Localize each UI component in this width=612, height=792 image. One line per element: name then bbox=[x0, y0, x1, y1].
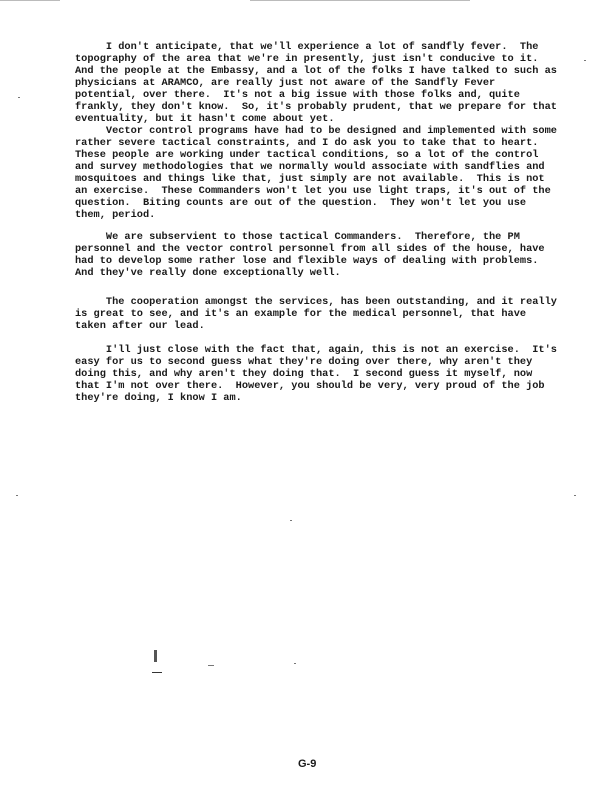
scan-speck bbox=[154, 650, 157, 662]
scan-edge-line bbox=[250, 0, 470, 1]
paragraph-closing: I'll just close with the fact that, again, this is not an exercise. It's easy for us to second guess what they're doing over there, why aren't they doing this, and why aren't they doing that. I second guess it myself, now that I'm not over there. However, you should be very, very proud of the job they're doing, I know I am. bbox=[75, 344, 557, 404]
paragraph-sandfly-fever: I don't anticipate, that we'll experience a lot of sandfly fever. The topography of the area that we're in presently, just isn't conducive to it. And the people at the Embassy, and a lot of the folks I have talked to such as physicians at ARAMCO, are really just not aware of the Sandfly Fever potential, over there. It's not a big issue with those folks and, quite frankly, they don't know. So, it's probably prudent, that we prepare for that eventuality, but it hasn't come about yet. bbox=[75, 41, 557, 125]
scan-speck bbox=[574, 495, 576, 496]
paragraph-cooperation: The cooperation amongst the services, has been outstanding, and it really is great to see, and it's an example for the medical personnel, that have taken after our lead. bbox=[75, 296, 557, 332]
scan-speck bbox=[16, 495, 18, 496]
scan-speck bbox=[208, 665, 214, 666]
scan-speck bbox=[294, 663, 296, 664]
scan-speck bbox=[18, 97, 20, 98]
scan-edge-line bbox=[0, 0, 60, 1]
scan-speck bbox=[584, 60, 586, 61]
scan-speck bbox=[152, 672, 162, 673]
scan-speck bbox=[290, 520, 292, 521]
paragraph-vector-control: Vector control programs have had to be designed and implemented with some rather severe tactical constraints, and I do ask you to take that to heart. These people are working under tactical conditions, so a lot of the control and survey methodologies that we normally would associate with sandflies and mosquitoes and things like that, just simply are not available. This is not an exercise. These Commanders won't let you use light traps, it's out of the question. Biting counts are out of the question. They won't let you use them, period. bbox=[75, 125, 557, 221]
page-number: G-9 bbox=[298, 758, 317, 770]
paragraph-tactical-commanders: We are subservient to those tactical Commanders. Therefore, the PM personnel and the vector control personnel from all sides of the house, have had to develop some rather lose and flexible ways of dealing with problems. And they've really done exceptionally well. bbox=[75, 231, 545, 279]
